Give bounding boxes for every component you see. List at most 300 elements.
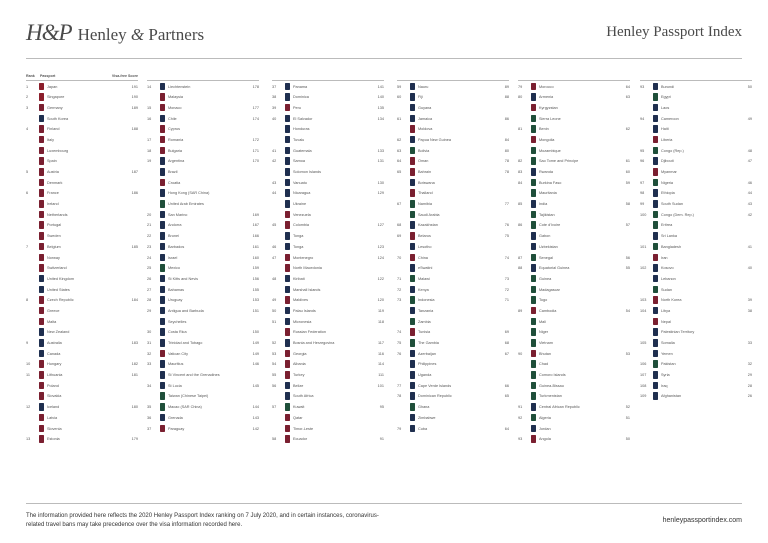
passport-icon — [285, 286, 290, 294]
visa-free-score: 68 — [504, 341, 509, 345]
table-row — [640, 252, 752, 263]
rank-number: 1 — [26, 84, 29, 89]
country-name: Burkina Faso — [539, 180, 562, 185]
country-name: Cyprus — [168, 127, 181, 132]
country-name: Belgium — [47, 244, 61, 249]
rank-number: 37 — [272, 84, 277, 89]
table-row — [397, 167, 509, 178]
visa-free-score: 188 — [131, 127, 138, 132]
table-row — [147, 241, 259, 252]
passport-icon — [160, 83, 165, 91]
table-row — [640, 113, 752, 124]
country-name: Latvia — [47, 415, 58, 420]
table-row — [147, 338, 259, 349]
country-name: Andorra — [168, 223, 182, 228]
passport-icon — [410, 168, 415, 176]
visa-free-score: 29 — [747, 373, 752, 378]
passport-icon — [285, 168, 290, 176]
country-name: Comoro Islands — [539, 373, 566, 378]
ranking-column — [26, 72, 138, 444]
country-name: Japan — [47, 84, 58, 89]
passport-icon — [653, 83, 658, 91]
passport-icon — [39, 350, 44, 358]
rank-number: 56 — [272, 383, 277, 388]
table-row — [26, 380, 138, 391]
table-row — [272, 220, 384, 231]
country-name: Solomon Islands — [293, 170, 322, 174]
visa-free-score: 55 — [625, 266, 630, 271]
table-row — [147, 263, 259, 274]
visa-free-score: 54 — [625, 308, 630, 313]
visa-free-score: 66 — [504, 383, 509, 388]
rank-number: 82 — [518, 159, 523, 164]
passport-icon — [410, 93, 415, 101]
country-name: Namibia — [418, 202, 432, 207]
country-name: Argentina — [168, 159, 185, 164]
country-name: Taiwan (Chinese Taipei) — [168, 394, 209, 399]
rank-number: 104 — [640, 308, 647, 313]
country-name: Saudi Arabia — [418, 212, 440, 217]
country-name: Barbados — [168, 244, 185, 249]
visa-free-score: 146 — [252, 362, 259, 367]
table-row — [147, 199, 259, 210]
table-row — [640, 92, 752, 103]
visa-free-score: 57 — [625, 223, 630, 228]
rank-number: 39 — [272, 105, 277, 110]
visa-free-score: 156 — [252, 276, 259, 281]
table-row — [147, 209, 259, 220]
passport-icon — [160, 286, 165, 294]
rank-number: 53 — [272, 351, 277, 356]
country-name: Mongolia — [539, 137, 555, 142]
country-name: Paraguay — [168, 426, 185, 431]
table-row — [147, 167, 259, 178]
table-row — [272, 423, 384, 434]
table-row — [397, 327, 509, 338]
table-row — [147, 145, 259, 156]
rank-number: 40 — [272, 116, 277, 121]
rank-number: 2 — [26, 95, 29, 100]
country-name: Hungary — [47, 362, 62, 367]
rank-number: 91 — [518, 405, 523, 410]
visa-free-score: 39 — [747, 298, 752, 303]
visa-free-score: 74 — [504, 255, 509, 260]
rank-number: 4 — [26, 127, 29, 132]
passport-icon — [160, 200, 165, 208]
table-row — [272, 124, 384, 135]
table-row — [272, 402, 384, 413]
passport-icon — [653, 136, 658, 144]
country-name: Macao (SAR China) — [168, 405, 202, 410]
table-row — [397, 102, 509, 113]
rank-number: 92 — [518, 415, 523, 420]
ranking-column — [640, 72, 752, 402]
rank-number: 57 — [272, 405, 277, 410]
country-name: Guinea — [539, 276, 552, 281]
rank-number: 88 — [518, 266, 523, 271]
table-row — [26, 113, 138, 124]
table-row — [147, 134, 259, 145]
table-row — [26, 80, 138, 92]
rank-number: 31 — [147, 341, 152, 345]
passport-icon — [531, 307, 536, 315]
table-row — [640, 209, 752, 220]
brand-logo — [26, 20, 204, 46]
country-name: Samoa — [293, 159, 306, 164]
rank-number: 52 — [272, 341, 277, 345]
table-row — [26, 284, 138, 295]
country-name: Costa Rica — [168, 330, 187, 335]
rank-number: 21 — [147, 223, 152, 228]
visa-free-score: 59 — [625, 180, 630, 185]
country-name: Sweden — [47, 234, 61, 239]
passport-icon — [39, 232, 44, 240]
table-row — [272, 359, 384, 370]
table-row — [26, 370, 138, 381]
rank-number: 26 — [147, 276, 152, 281]
visa-free-score: 118 — [377, 319, 384, 324]
passport-icon — [531, 147, 536, 155]
passport-icon — [410, 328, 415, 336]
table-row — [640, 359, 752, 370]
rank-number: 106 — [640, 362, 647, 367]
rank-number: 8 — [26, 298, 29, 303]
table-row — [518, 156, 630, 167]
passport-icon — [531, 264, 536, 272]
passport-icon — [160, 211, 165, 219]
rank-number: 61 — [397, 116, 402, 121]
passport-icon — [160, 403, 165, 411]
table-row — [26, 359, 138, 370]
passport-icon — [285, 350, 290, 358]
visa-free-score: 46 — [747, 180, 752, 185]
rank-number: 79 — [518, 84, 523, 89]
passport-icon — [410, 254, 415, 262]
country-name: Cambodia — [539, 308, 557, 313]
country-name: Jamaica — [418, 116, 433, 121]
rank-number: 28 — [147, 298, 152, 303]
rank-number: 78 — [397, 394, 402, 399]
country-name: Thailand — [418, 191, 433, 196]
table-row — [147, 177, 259, 188]
passport-icon — [410, 425, 415, 433]
table-row — [397, 402, 509, 413]
passport-icon — [39, 392, 44, 400]
table-row — [272, 156, 384, 167]
country-name: Montenegro — [293, 255, 314, 260]
passport-icon — [531, 328, 536, 336]
passport-icon — [653, 254, 658, 262]
country-name: Cape Verde Islands — [418, 383, 452, 388]
country-name: Guatemala — [293, 148, 312, 153]
passport-icon — [39, 339, 44, 347]
rank-number: 36 — [147, 415, 152, 420]
table-row — [640, 145, 752, 156]
country-name: Philippines — [418, 362, 437, 367]
table-row — [397, 220, 509, 231]
visa-free-score: 171 — [252, 148, 259, 153]
country-name: Papua New Guinea — [418, 137, 451, 142]
rank-number: 65 — [397, 170, 402, 174]
table-row — [272, 241, 384, 252]
visa-free-score: 75 — [504, 234, 509, 239]
visa-free-score: 187 — [131, 170, 138, 174]
country-name: Iran — [661, 255, 668, 260]
rank-number: 23 — [147, 244, 152, 249]
country-name: Morocco — [539, 84, 554, 89]
visa-free-score: 130 — [377, 180, 384, 185]
table-row — [272, 134, 384, 145]
table-row — [640, 156, 752, 167]
table-row — [26, 156, 138, 167]
country-name: Croatia — [168, 180, 181, 185]
visa-free-score: 26 — [747, 394, 752, 399]
country-name: San Marino — [168, 212, 188, 217]
table-row — [518, 284, 630, 295]
passport-icon — [410, 403, 415, 411]
country-name: Micronesia — [293, 319, 312, 324]
passport-icon — [410, 264, 415, 272]
visa-free-score: 76 — [504, 223, 509, 228]
country-name: Sudan — [661, 287, 672, 292]
country-name: United Kingdom — [47, 276, 75, 281]
table-row — [640, 273, 752, 284]
table-row — [272, 92, 384, 103]
passport-icon — [285, 318, 290, 326]
country-name: Uzbekistan — [539, 244, 558, 249]
country-name: Tanzania — [418, 308, 434, 313]
passport-icon — [285, 115, 290, 123]
passport-icon — [410, 232, 415, 240]
passport-icon — [410, 392, 415, 400]
visa-free-score: 89 — [504, 84, 509, 89]
passport-icon — [285, 125, 290, 133]
passport-icon — [410, 275, 415, 283]
passport-icon — [653, 157, 658, 165]
table-row — [397, 305, 509, 316]
passport-icon — [531, 189, 536, 197]
passport-icon — [39, 211, 44, 219]
country-name: Turkey — [293, 373, 305, 378]
country-name: South Sudan — [661, 202, 683, 207]
country-name: Cuba — [418, 426, 428, 431]
visa-free-score: 33 — [747, 341, 752, 345]
table-row — [147, 348, 259, 359]
passport-icon — [531, 392, 536, 400]
passport-icon — [39, 425, 44, 433]
country-name: Palestinian Territory — [661, 330, 695, 335]
country-name: Azerbaijan — [418, 351, 436, 356]
country-name: Grenada — [168, 415, 183, 420]
visa-free-score: 49 — [747, 116, 752, 121]
country-name: Mauritius — [168, 362, 184, 367]
country-name: Antigua and Barbuda — [168, 308, 204, 313]
country-name: Kazakhstan — [418, 223, 438, 228]
table-row — [518, 434, 630, 445]
passport-icon — [410, 147, 415, 155]
rank-number: 16 — [147, 116, 152, 121]
passport-icon — [285, 392, 290, 400]
passport-icon — [410, 243, 415, 251]
passport-icon — [653, 382, 658, 390]
passport-icon — [39, 264, 44, 272]
passport-icon — [410, 221, 415, 229]
country-name: Ethiopia — [661, 191, 675, 196]
rank-number: 89 — [518, 308, 523, 313]
passport-icon — [653, 371, 658, 379]
passport-icon — [285, 232, 290, 240]
country-name: Myanmar — [661, 170, 677, 174]
table-row — [397, 252, 509, 263]
rank-number: 13 — [26, 437, 31, 442]
table-row — [272, 252, 384, 263]
passport-icon — [531, 168, 536, 176]
table-row — [518, 359, 630, 370]
rank-number: 109 — [640, 394, 647, 399]
rank-number: 73 — [397, 298, 402, 303]
table-row — [640, 338, 752, 349]
country-name: Madagascar — [539, 287, 560, 292]
visa-free-score: 170 — [252, 159, 259, 164]
passport-icon — [39, 104, 44, 112]
rank-number: 72 — [397, 287, 402, 292]
passport-icon — [531, 221, 536, 229]
passport-icon — [285, 296, 290, 304]
table-row — [397, 359, 509, 370]
table-row — [518, 391, 630, 402]
rank-number: 69 — [397, 234, 402, 239]
visa-free-score: 160 — [252, 255, 259, 260]
website-link[interactable]: henleypassportindex.com — [662, 517, 742, 524]
table-row — [272, 338, 384, 349]
table-row — [272, 391, 384, 402]
table-row — [147, 156, 259, 167]
country-name: Seychelles — [168, 319, 187, 324]
visa-free-score: 151 — [252, 308, 259, 313]
table-row — [640, 231, 752, 242]
table-row — [147, 370, 259, 381]
country-name: Bulgaria — [168, 148, 182, 153]
passport-icon — [653, 339, 658, 347]
country-name: Afghanistan — [661, 394, 682, 399]
country-name: United States — [47, 287, 70, 292]
passport-icon — [531, 93, 536, 101]
passport-icon — [531, 435, 536, 443]
passport-icon — [531, 254, 536, 262]
table-row — [518, 177, 630, 188]
country-name: North Macedonia — [293, 266, 322, 271]
rank-number: 37 — [147, 426, 152, 431]
rank-number: 71 — [397, 276, 402, 281]
country-name: St Lucia — [168, 383, 182, 388]
table-row — [272, 295, 384, 306]
visa-free-score: 114 — [377, 362, 384, 367]
country-name: Chad — [539, 362, 549, 367]
rank-number: 48 — [272, 276, 277, 281]
passport-icon — [531, 425, 536, 433]
visa-free-score: 65 — [504, 394, 509, 399]
table-row — [640, 284, 752, 295]
visa-free-score: 56 — [625, 255, 630, 260]
header-divider — [26, 58, 742, 59]
table-row — [640, 263, 752, 274]
rank-number: 84 — [518, 180, 523, 185]
country-name: Botswana — [418, 180, 435, 185]
passport-icon — [285, 200, 290, 208]
country-name: China — [418, 255, 428, 260]
visa-free-score: 117 — [377, 341, 384, 345]
country-name: Palau Islands — [293, 308, 316, 313]
table-row — [397, 263, 509, 274]
country-name: Niger — [539, 330, 549, 335]
country-name: Trinidad and Tobago — [168, 341, 203, 345]
visa-free-score: 64 — [504, 426, 509, 431]
country-name: Kyrgyzstan — [539, 105, 558, 110]
country-name: Switzerland — [47, 266, 67, 271]
table-row — [397, 370, 509, 381]
table-row — [272, 209, 384, 220]
country-name: Dominica — [293, 95, 309, 100]
country-name: Libya — [661, 308, 671, 313]
rank-number: 59 — [397, 84, 402, 89]
passport-icon — [653, 243, 658, 251]
rank-number: 58 — [272, 437, 277, 442]
passport-icon — [39, 221, 44, 229]
table-row — [147, 391, 259, 402]
country-name: Vanuatu — [293, 180, 307, 185]
visa-free-score: 127 — [377, 223, 384, 228]
rank-number: 20 — [147, 212, 152, 217]
visa-free-score: 174 — [252, 116, 259, 121]
passport-icon — [160, 243, 165, 251]
visa-free-score: 190 — [131, 95, 138, 100]
table-row — [147, 273, 259, 284]
passport-icon — [160, 168, 165, 176]
passport-icon — [653, 93, 658, 101]
visa-free-score: 186 — [131, 191, 138, 196]
visa-free-score: 32 — [747, 362, 752, 367]
passport-icon — [285, 254, 290, 262]
table-row — [26, 327, 138, 338]
passport-icon — [531, 339, 536, 347]
rank-number: 79 — [397, 426, 402, 431]
rank-number: 60 — [397, 95, 402, 100]
passport-icon — [160, 275, 165, 283]
visa-free-score: 91 — [379, 437, 384, 442]
country-name: Egypt — [661, 95, 671, 100]
table-row — [640, 380, 752, 391]
table-row — [640, 305, 752, 316]
table-row — [147, 305, 259, 316]
visa-free-score: 143 — [252, 415, 259, 420]
country-name: Czech Republic — [47, 298, 74, 303]
table-row — [272, 284, 384, 295]
passport-icon — [410, 125, 415, 133]
country-name: Lithuania — [47, 373, 63, 378]
footer-divider — [26, 503, 742, 504]
passport-icon — [39, 403, 44, 411]
table-row — [272, 177, 384, 188]
table-row — [397, 124, 509, 135]
table-row — [640, 124, 752, 135]
passport-icon — [410, 371, 415, 379]
visa-free-score: 48 — [747, 148, 752, 153]
passport-icon — [160, 189, 165, 197]
table-row — [640, 316, 752, 327]
rank-number: 45 — [272, 223, 277, 228]
table-row — [640, 327, 752, 338]
passport-icon — [160, 232, 165, 240]
